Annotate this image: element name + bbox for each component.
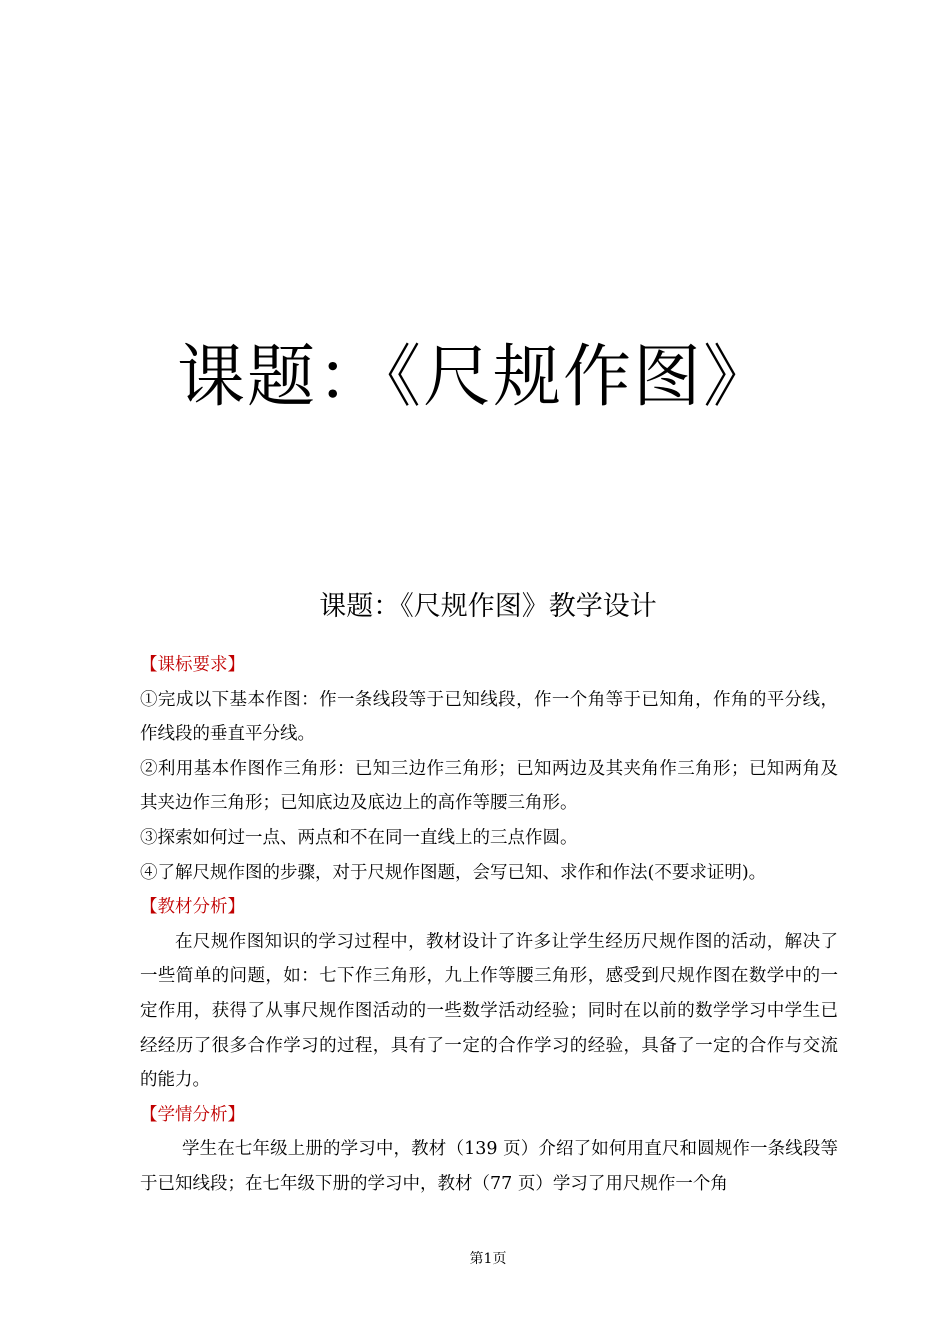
curriculum-item-3: ③探索如何过一点、两点和不在同一直线上的三点作圆。 xyxy=(140,827,578,848)
document-title: 课题：《尺规作图》教学设计 xyxy=(319,591,657,622)
curriculum-item-1: ①完成以下基本作图：作一条线段等于已知线段，作一个角等于已知角，作角的平分线，作线段的垂直平分线。 xyxy=(140,689,838,745)
curriculum-item-4: ④了解尺规作图的步骤，对于尺规作图题，会写已知、求作和作法(不要求证明)。 xyxy=(140,862,767,883)
section-heading-textbook: 【教材分析】 xyxy=(140,897,245,918)
document-body xyxy=(140,648,838,1202)
curriculum-item-2: ②利用基本作图作三角形：已知三边作三角形；已知两边及其夹角作三角形；已知两角及其夹边作三角形；已知底边及底边上的高作等腰三角形。 xyxy=(140,758,838,814)
cover-title: 课题：《尺规作图》 xyxy=(176,338,773,417)
student-analysis-paragraph: 学生在七年级上册的学习中，教材（139 页）介绍了如何用直尺和圆规作一条线段等于已知线段；在七年级下册的学习中，教材（77 页）学习了用尺规作一个角 xyxy=(140,1139,838,1194)
section-heading-students: 【学情分析】 xyxy=(140,1104,245,1125)
section-heading-curriculum: 【课标要求】 xyxy=(140,655,245,675)
textbook-analysis-paragraph: 在尺规作图知识的学习过程中，教材设计了许多让学生经历尺规作图的活动，解决了一些简单的问题，如：七下作三角形，九上作等腰三角形，感受到尺规作图在数学中的一定作用，获得了从事尺规作图活动的一些数学活动经验；同时在以前的数学学习中学生已经经历了很多合作学习的过程，具有了一定的合作学习的经验，具备了一定的合作与交流的能力。 xyxy=(140,931,838,1091)
page-number: 第1页 xyxy=(469,1251,507,1267)
